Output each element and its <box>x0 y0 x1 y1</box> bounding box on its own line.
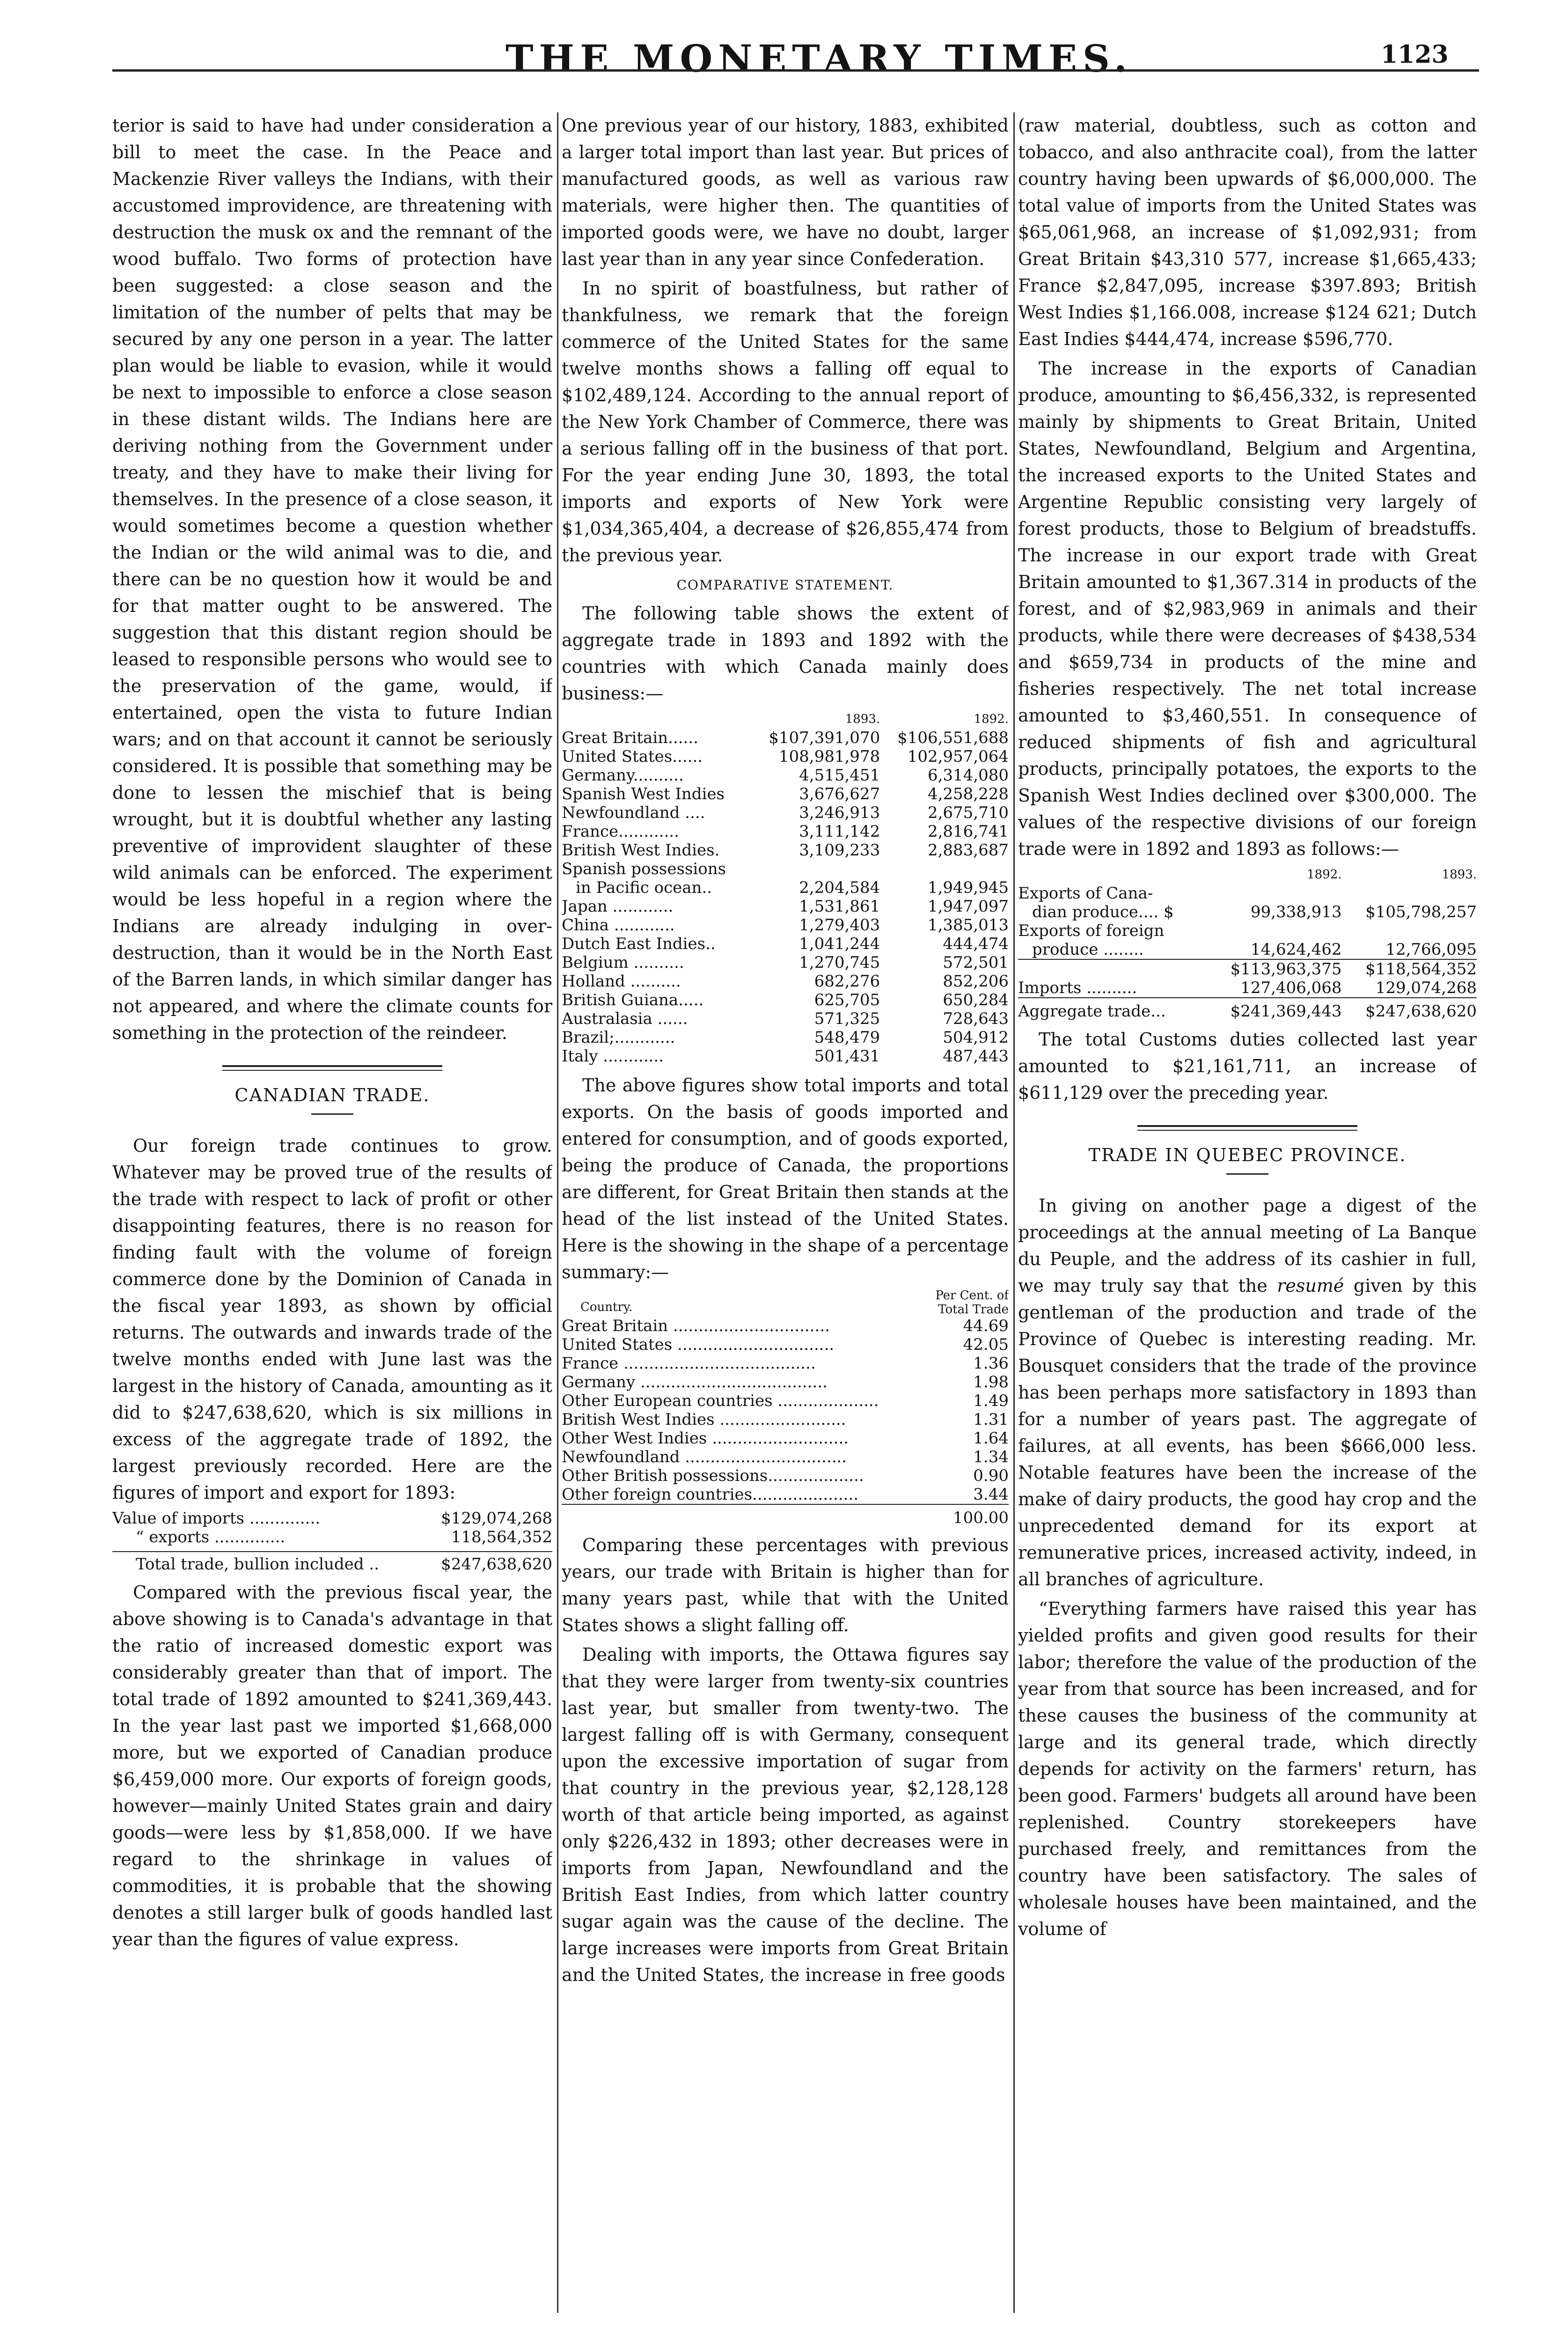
table-row <box>562 1391 1009 1410</box>
table-row <box>112 1509 552 1528</box>
row-value: 1.36 <box>973 1354 1009 1373</box>
row-label: Exports of Cana- <box>1018 884 1153 903</box>
row-label: Other British possessions................... <box>562 1466 864 1485</box>
section-rule <box>1137 1125 1357 1131</box>
table-row <box>562 953 1009 972</box>
table-row <box>562 747 1009 766</box>
masthead <box>0 32 1568 93</box>
paragraph: Comparing these percentages with previous years, our trade with Britain is higher than for many years past, while that with the United States shows a slight falling off. <box>562 1535 1009 1635</box>
row-value: 548,479 <box>814 1028 880 1047</box>
table-row <box>562 729 1009 747</box>
row-value: 504,912 <box>943 1028 1009 1047</box>
row-label: British West Indies. <box>562 841 720 860</box>
trade-divisions-table <box>1018 865 1477 1021</box>
column-header: 1893. <box>845 712 880 726</box>
table-row <box>562 785 1009 803</box>
row-label: “ exports .............. <box>136 1528 286 1546</box>
table-row <box>562 1448 1009 1466</box>
paragraph: Dealing with imports, the Ottawa figures say that they were larger from twenty-six countries last year, but smaller from twenty-two. The largest falling off is with Germany, consequent upon the excessive importation of sugar from that country in the previous year, $2,128,128 worth of that article being imported, as against only $226,432 in 1893; other decreases were in imports from Japan, Newfoundland and the British East Indies, from which latter country sugar again was the cause of the decline. The large increases were imports from Great Britain and the United States, the increase in free goods <box>562 1644 1009 1985</box>
table-row <box>562 935 1009 953</box>
table-row <box>562 766 1009 785</box>
row-value: 108,981,978 <box>778 747 880 766</box>
row-label: Newfoundland ................................ <box>562 1448 847 1466</box>
row-value: 1.64 <box>973 1429 1009 1448</box>
table-row <box>1018 940 1477 959</box>
column-header: Total Trade <box>938 1303 1009 1317</box>
table-row <box>112 1555 552 1574</box>
row-label: Holland .......... <box>562 972 681 991</box>
row-value: 2,675,710 <box>927 803 1009 822</box>
row-value: 572,501 <box>943 953 1009 972</box>
table-total-row <box>1018 998 1477 1021</box>
table-header-row <box>1018 865 1477 884</box>
column-divider-1 <box>557 112 558 2313</box>
row-value <box>1207 884 1341 903</box>
row-value: 682,276 <box>814 972 880 991</box>
row-value: 852,206 <box>943 972 1009 991</box>
row-value: 1,270,745 <box>799 953 880 972</box>
row-value: 3,111,142 <box>799 822 880 841</box>
section-heading: CANADIAN TRADE. <box>234 1085 430 1105</box>
row-label: Spanish West Indies <box>562 785 725 803</box>
row-value: 1,041,244 <box>799 935 880 953</box>
paragraph: terior is said to have had under consideration a bill to meet the case. In the Peace and Mackenzie River valleys the Indians, with their accustomed improvidence, are threatening with destruction the musk ox and the remnant of the wood buffalo. Two forms of protection have been suggested: a close season and the limitation of the number of pelts that may be secured by any one person in a year. The latter plan would be liable to evasion, while it would be next to impossible to enforce a close season in these distant wilds. The Indians here are deriving nothing from the Government under treaty, and they have to make their living for themselves. In the presence of a close season, it would sometimes become a question whether the Indian or the wild animal was to die, and there can be no question how it would be and for that matter ought to be answered. The suggestion that this distant region should be leased to responsible persons who would see to the preservation of the game, would, if entertained, open the vista to future Indian wars; and on that account it cannot be seriously considered. It is possible that something may be done to lessen the mischief that is being wrought, but it is doubtful whether any lasting preventive of improvident slaughter of these wild animals can be enforced. The experiment would be less hopeful in a region where the Indians are already indulging in over-destruction, than it would be in the North East of the Barren lands, in which similar danger has not appeared, and where the climate counts for something in the protection of the reindeer. <box>112 115 552 1043</box>
row-value: 118,564,352 <box>451 1528 552 1546</box>
table-row <box>562 803 1009 822</box>
row-label: Australasia ...... <box>562 1009 688 1028</box>
row-label: dian produce.... $ <box>1032 903 1174 921</box>
row-label: Japan ............ <box>562 897 674 916</box>
row-value: 728,643 <box>943 1009 1009 1028</box>
table-row <box>562 1047 1009 1066</box>
masthead-rule <box>112 69 1479 72</box>
row-value: 3,246,913 <box>799 803 880 822</box>
row-label: Total trade, bullion included .. <box>136 1555 379 1574</box>
row-value: 129,074,268 <box>1375 979 1477 997</box>
row-value: 1.34 <box>973 1448 1009 1466</box>
page-number: 1123 <box>1381 40 1449 69</box>
table-total-row <box>562 1504 1009 1527</box>
table-row <box>1018 979 1477 998</box>
paragraph: The following table shows the extent of aggregate trade in 1893 and 1892 with the countries with which Canada mainly does business:— <box>562 603 1009 704</box>
row-value: 4,258,228 <box>927 785 1009 803</box>
paragraph: The total Customs duties collected last year amounted to $21,161,711, an increase of $611,129 over the preceding year. <box>1018 1029 1477 1103</box>
table-row <box>562 1485 1009 1504</box>
column-header: 1892. <box>974 712 1009 726</box>
text-run: given by this gentleman of the production and trade of the Province of Quebec is interesting reading. Mr. Bousquet considers that the trade of the province has been perhaps more satisfactory in 1893 than for a number of years past. The aggregate of failures, at all events, has been $666,000 less. Notable features have been the increase of the make of dairy products, the good hay crop and the unprecedented demand for its export at remunerative prices, increased activity, indeed, in all branches of agriculture. <box>1018 1275 1477 1590</box>
column-divider-2 <box>1013 112 1015 2313</box>
total-rule <box>112 1551 552 1552</box>
table-row <box>562 991 1009 1009</box>
row-label: Value of imports .............. <box>112 1509 321 1528</box>
row-label: Imports .......... <box>1018 979 1137 997</box>
row-label: Dutch East Indies.. <box>562 935 716 953</box>
row-label: Other foreign countries..................... <box>562 1485 859 1504</box>
row-value <box>1342 884 1477 903</box>
table-header-row <box>562 710 1009 729</box>
row-label: British West Indies ......................... <box>562 1410 846 1429</box>
row-value: 1.31 <box>973 1410 1009 1429</box>
table-row <box>562 822 1009 841</box>
row-label: Italy ............ <box>562 1047 664 1066</box>
row-value: 1,949,945 <box>927 878 1009 897</box>
table-row <box>562 878 1009 897</box>
row-value: 4,515,451 <box>799 766 880 785</box>
row-value: 1,947,097 <box>927 897 1009 916</box>
row-label: China ............ <box>562 916 675 935</box>
row-value: 14,624,462 <box>1250 940 1342 959</box>
table-row <box>562 972 1009 991</box>
row-value: 42.05 <box>963 1335 1009 1354</box>
row-value: 444,474 <box>943 935 1009 953</box>
row-value: 127,406,068 <box>1240 979 1342 997</box>
total-trade-table <box>112 1555 552 1574</box>
row-value <box>751 860 880 878</box>
row-label: Spanish possessions <box>562 860 726 878</box>
section-rule <box>222 1065 442 1071</box>
row-label: United States...... <box>562 747 703 766</box>
row-value: 1,531,861 <box>799 897 880 916</box>
row-value: $118,564,352 <box>1342 959 1477 979</box>
table-row <box>562 1429 1009 1448</box>
text-run: In giving on another page a digest of the proceedings at the annual meeting of La Banque du Peuple, and the address of its cashier in full, we may truly say that the <box>1018 1195 1477 1296</box>
table-row <box>562 916 1009 935</box>
row-value: 3,676,627 <box>799 785 880 803</box>
paragraph: Our foreign trade continues to grow. Whatever may be proved true of the results of the trade with respect to lack of profit or other disappointing features, there is no reason for finding fault with the volume of foreign commerce done by the Dominion of Canada in the fiscal year 1893, as shown by official returns. The outwards and inwards trade of the twelve months ended with June last was the largest in the history of Canada, amounting as it did to $247,638,620, which is six millions in excess of the aggregate trade of 1892, the largest previously recorded. Here are the figures of import and export for 1893: <box>112 1135 552 1503</box>
row-value: 102,957,064 <box>907 747 1009 766</box>
row-value: 487,443 <box>943 1047 1009 1066</box>
table-subtotal-row <box>1018 959 1477 979</box>
row-label: Germany.......... <box>562 766 684 785</box>
table-row <box>562 1466 1009 1485</box>
row-value: 0.90 <box>973 1466 1009 1485</box>
table-row <box>562 841 1009 860</box>
table-row <box>1018 884 1477 903</box>
country-trade-table <box>562 710 1009 1066</box>
row-label: Other West Indies ........................... <box>562 1429 849 1448</box>
row-label: France............ <box>562 822 679 841</box>
column-3 <box>1018 112 1477 2322</box>
percentage-table <box>562 1288 1009 1527</box>
row-label: Exports of foreign <box>1018 921 1165 940</box>
row-value <box>1342 921 1477 940</box>
row-value: $129,074,268 <box>441 1509 552 1528</box>
row-value: 99,338,913 <box>1250 903 1342 921</box>
heading-rule <box>311 1113 353 1115</box>
table-row <box>1018 903 1477 921</box>
row-value: $247,638,620 <box>441 1555 552 1574</box>
paragraph: One previous year of our history, 1883, exhibited a larger total import than last year. But prices of manufactured goods, as well as various raw materials, were higher then. The quantities of imported goods were, we have no doubt, larger last year than in any year since Confederation. <box>562 115 1009 269</box>
row-value: $113,963,375 <box>1207 959 1341 979</box>
row-label: Great Britain...... <box>562 729 698 747</box>
row-label: Newfoundland .... <box>562 803 705 822</box>
table-row <box>562 1373 1009 1391</box>
column-2 <box>562 112 1009 2322</box>
column-header: Per Cent. of <box>935 1288 1009 1303</box>
paragraph: “Everything farmers have raised this year has yielded profits and given good results for their labor; therefore the value of the production of the year from that source has been increased, and for these causes the business of the community at large and its general trade, which directly depends for activity on the farmers' return, has been good. Farmers' budgets all around have been replenished. Country storekeepers have purchased freely, and remittances from the country have been satisfactory. The sales of wholesale houses have been maintained, and the volume of <box>1018 1598 1477 1939</box>
column-header: Country. <box>580 1300 633 1314</box>
table-row <box>562 1009 1009 1028</box>
import-export-table <box>112 1509 552 1546</box>
column-header: 1892. <box>1307 868 1342 882</box>
row-value <box>1207 921 1341 940</box>
row-label: Aggregate trade... <box>1018 998 1207 1021</box>
row-label: produce ........ <box>1032 940 1144 959</box>
paragraph: (raw material, doubtless, such as cotton and tobacco, and also anthracite coal), from the latter country having been upwards of $6,000,000. The total value of imports from the United States was $65,061,968, an increase of $1,092,931; from Great Britain $43,310 577, increase $1,665,433; France $2,847,095, increase $397.893; British West Indies $1,166.008, increase $124 621; Dutch East Indies $444,474, increase $596,770. <box>1018 115 1477 349</box>
row-label: British Guiana..... <box>562 991 704 1009</box>
row-label: Germany ..................................... <box>562 1373 828 1391</box>
table-row <box>562 1354 1009 1373</box>
table-row <box>562 1317 1009 1335</box>
heading-rule <box>1226 1173 1268 1175</box>
row-label: Brazil;............ <box>562 1028 675 1047</box>
row-label: Other European countries .................... <box>562 1391 879 1410</box>
row-value: 3.44 <box>973 1485 1009 1504</box>
row-value: 1.98 <box>973 1373 1009 1391</box>
table-row <box>1018 921 1477 940</box>
row-label: Belgium .......... <box>562 953 684 972</box>
row-label: United States ............................... <box>562 1335 835 1354</box>
row-value: 2,816,741 <box>927 822 1009 841</box>
row-value: 1,279,403 <box>799 916 880 935</box>
paragraph: The increase in the exports of Canadian produce, amounting to $6,456,332, is represented mainly by shipments to Great Britain, United States, Newfoundland, Belgium and Argentina, the increased exports to the United States and Argentine Republic consisting very largely of forest products, those to Belgium of breadstuffs. The increase in our export trade with Great Britain amounted to $1,367.314 in products of the forest, and of $2,983,969 in animals and their products, while there were decreases of $438,534 and $659,734 in products of the mine and fisheries respectively. The net total increase amounted to $3,460,551. In consequence of reduced shipments of fish and agricultural products, principally potatoes, the exports to the Spanish West Indies declined over $300,000. The values of the respective divisions of our foreign trade were in 1892 and 1893 as follows:— <box>1018 358 1477 859</box>
row-value: 6,314,080 <box>927 766 1009 785</box>
column-1 <box>112 112 552 2322</box>
paragraph: In no spirit of boastfulness, but rather of thankfulness, we remark that the foreign commerce of the United States for the same twelve months shows a falling off equal to $102,489,124. According to the annual report of the New York Chamber of Commerce, there was a serious falling off in the business of that port. For the year ending June 30, 1893, the total imports and exports of New York were $1,034,365,404, a decrease of $26,855,474 from the previous year. <box>562 278 1009 566</box>
publication-title: THE MONETARY TIMES. <box>506 37 1133 81</box>
row-value: $107,391,070 <box>769 729 880 747</box>
row-value: 100.00 <box>925 1504 1009 1527</box>
table-row <box>112 1528 552 1546</box>
row-value <box>880 860 1009 878</box>
row-label: Great Britain ............................... <box>562 1317 830 1335</box>
table-row <box>562 1335 1009 1354</box>
paragraph: Compared with the previous fiscal year, the above showing is to Canada's advantage in that the ratio of increased domestic export was considerably greater than that of import. The total trade of 1892 amounted to $241,369,443. In the year last past we imported $1,668,000 more, but we exported of Canadian produce $6,459,000 more. Our exports of foreign goods, however—mainly United States grain and dairy goods—were less by $1,858,000. If we have regard to the shrinkage in values of commodities, it is probable that the showing denotes a still larger bulk of goods handled last year than the figures of value express. <box>112 1582 552 1950</box>
row-value: 2,204,584 <box>799 878 880 897</box>
table-row <box>562 1028 1009 1047</box>
row-value: 12,766,095 <box>1385 940 1477 959</box>
row-value: $247,638,620 <box>1342 998 1477 1021</box>
subheading: COMPARATIVE STATEMENT. <box>676 577 894 593</box>
table-row <box>562 860 1009 878</box>
section-heading: TRADE IN QUEBEC PROVINCE. <box>1088 1145 1407 1165</box>
row-value: $105,798,257 <box>1365 903 1477 921</box>
row-value: 2,883,687 <box>927 841 1009 860</box>
row-value: 650,284 <box>943 991 1009 1009</box>
row-value: 625,705 <box>814 991 880 1009</box>
row-value: $106,551,688 <box>897 729 1009 747</box>
italic-word: resumé <box>1277 1275 1344 1296</box>
row-value: 501,431 <box>814 1047 880 1066</box>
table-header-row <box>562 1288 1009 1317</box>
row-value: $241,369,443 <box>1207 998 1341 1021</box>
row-value: 1,385,013 <box>927 916 1009 935</box>
row-label: France ...................................... <box>562 1354 816 1373</box>
row-value: 571,325 <box>814 1009 880 1028</box>
table-row <box>562 897 1009 916</box>
row-label: in Pacific ocean.. <box>576 878 712 897</box>
column-header: 1893. <box>1442 868 1477 882</box>
row-value: 1.49 <box>973 1391 1009 1410</box>
row-value: 44.69 <box>963 1317 1009 1335</box>
paragraph <box>1018 1193 1477 1593</box>
paragraph: The above figures show total imports and total exports. On the basis of goods imported and entered for consumption, and of goods exported, being the produce of Canada, the proportions are different, for Great Britain then stands at the head of the list instead of the United States. Here is the showing in the shape of a percentage summary:— <box>562 1075 1009 1282</box>
row-value: 3,109,233 <box>799 841 880 860</box>
table-row <box>562 1410 1009 1429</box>
